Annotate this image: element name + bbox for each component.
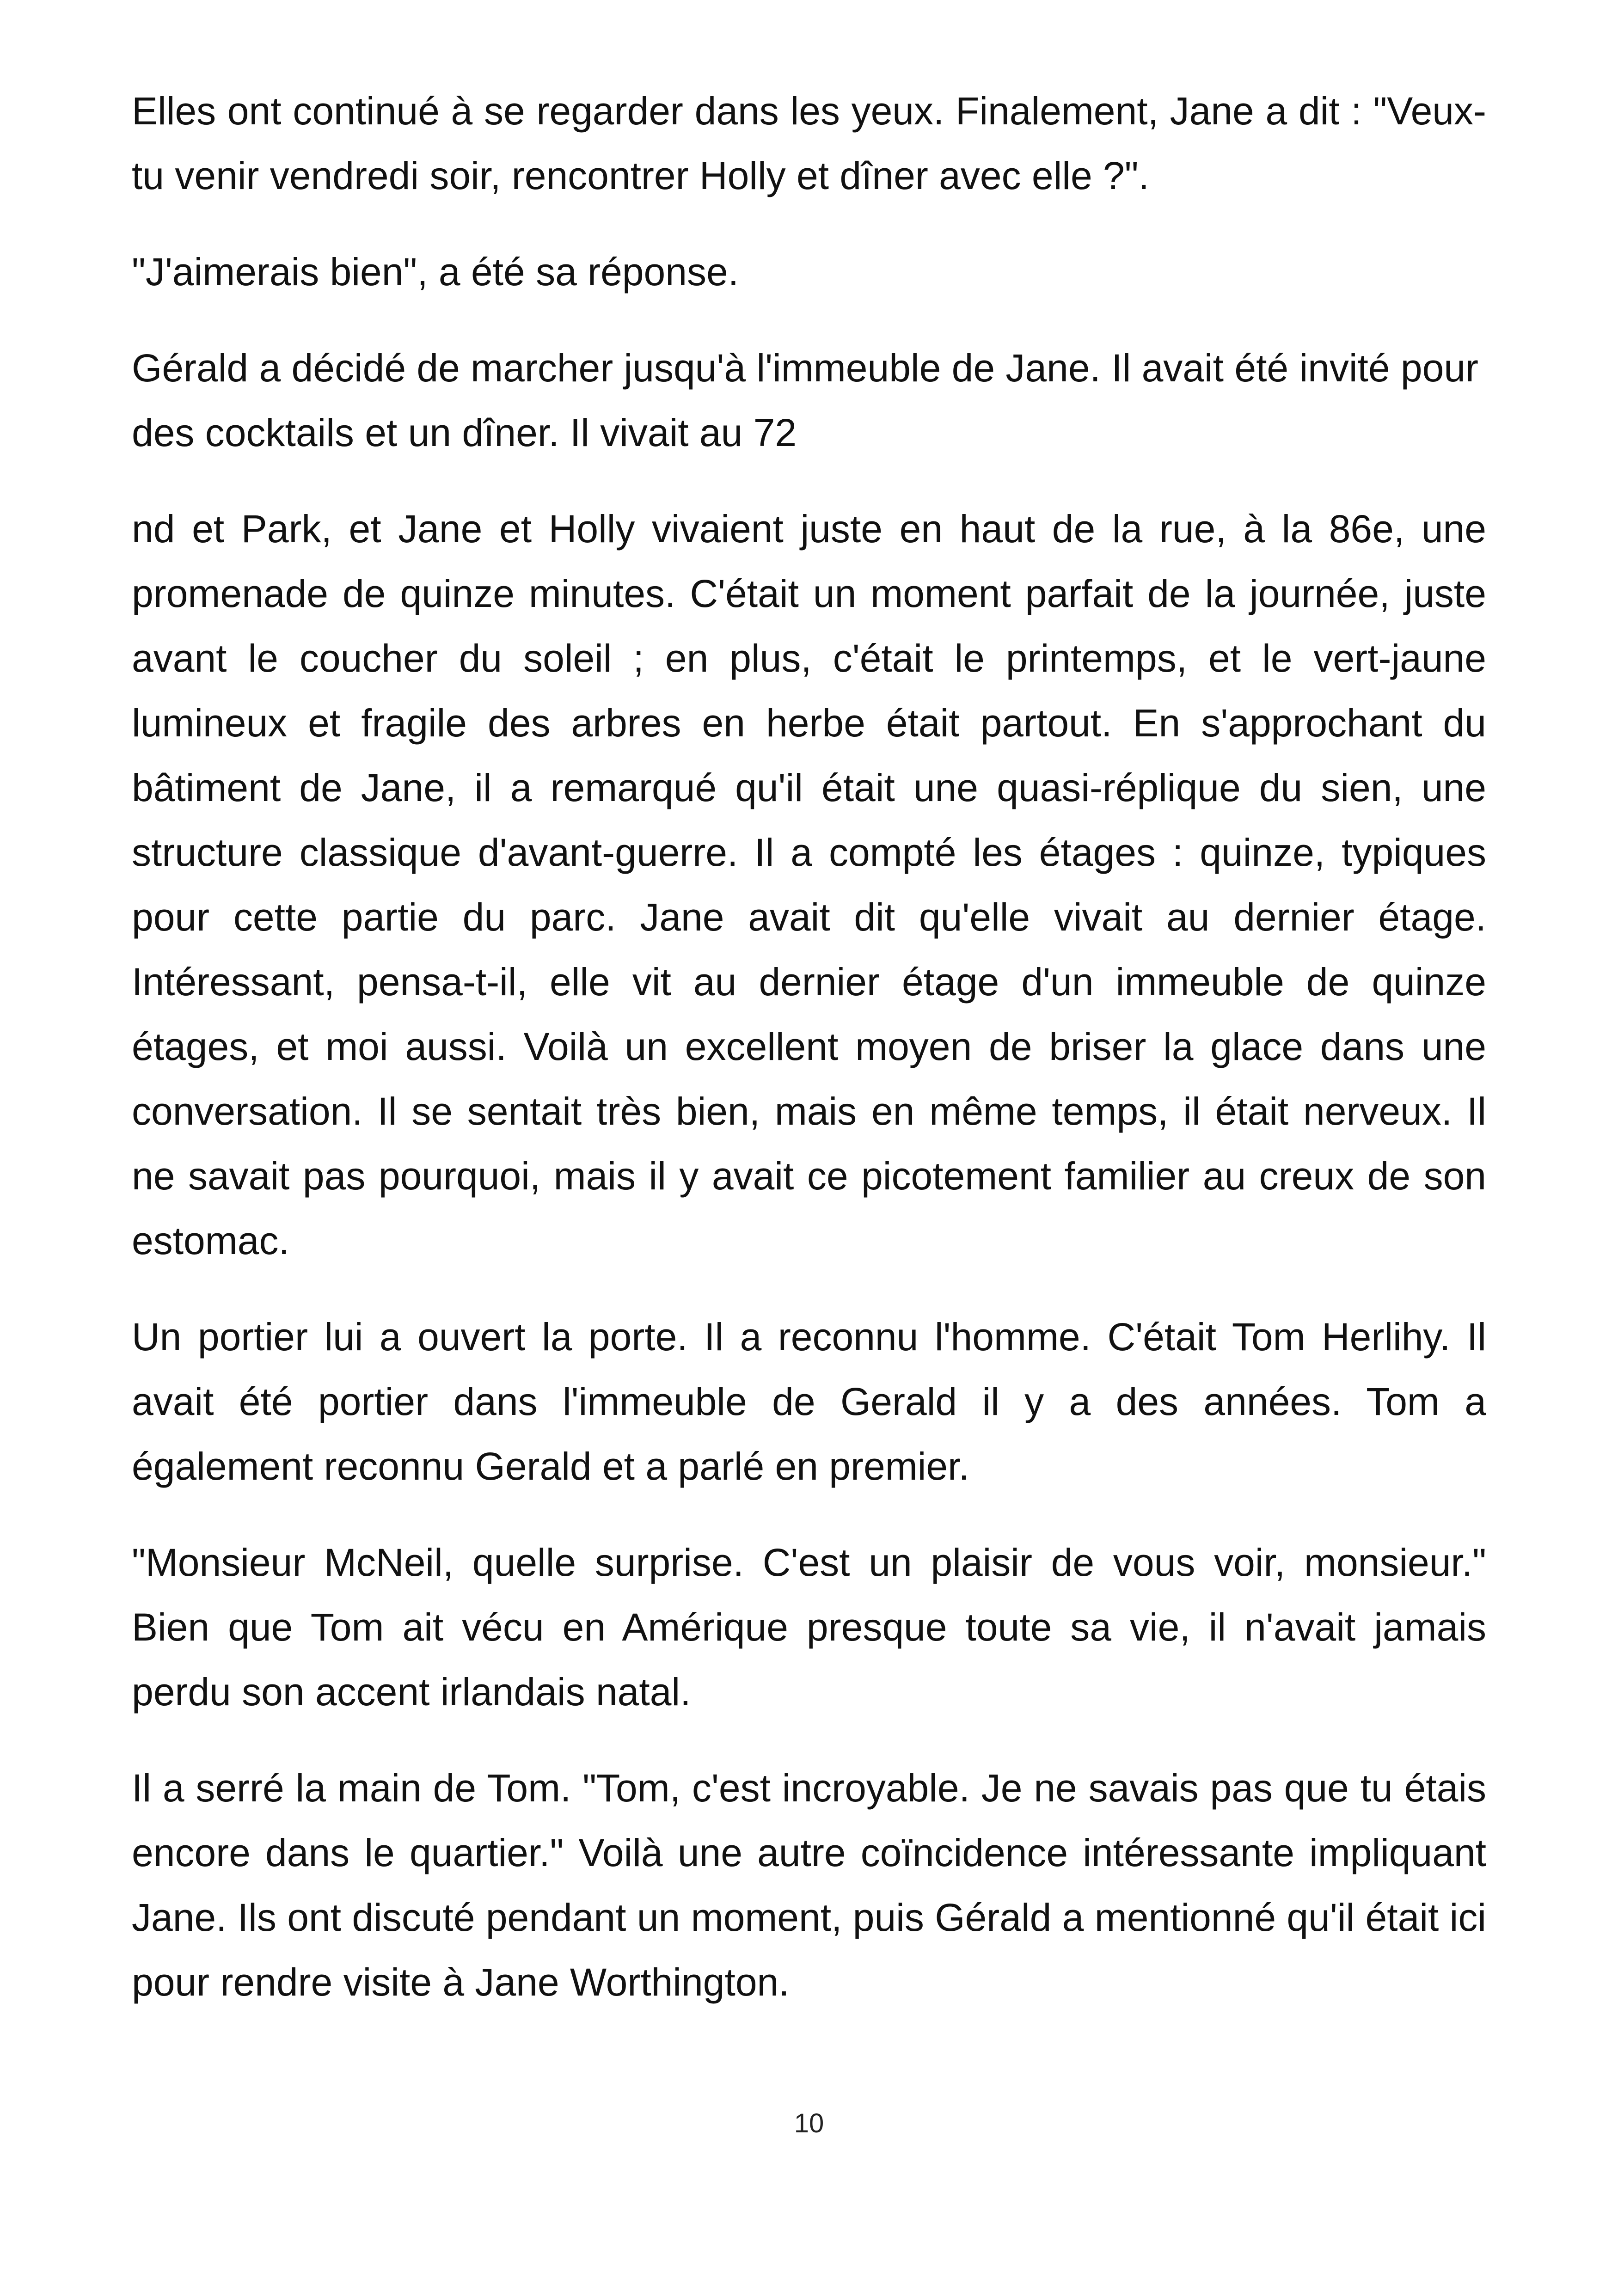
- paragraph-4: nd et Park, et Jane et Holly vivaient juste en haut de la rue, à la 86e, une promenade de quinze minutes. C'était un moment parfait de la journée, juste avant le coucher du soleil ; en plus, c'était le printemps, et le vert-jaune lumineux et fragile des arbres en herbe était partout. En s'approchant du bâtiment de Jane, il a remarqué qu'il était une quasi-réplique du sien, une structure classique d'avant-guerre. Il a compté les étages : quinze, typiques pour cette partie du parc. Jane avait dit qu'elle vivait au dernier étage. Intéressant, pensa-t-il, elle vit au dernier étage d'un immeuble de quinze étages, et moi aussi. Voilà un excellent moyen de briser la glace dans une conversation. Il se sentait très bien, mais en même temps, il était nerveux. Il ne savait pas pourquoi, mais il y avait ce picotement familier au creux de son estomac.: [132, 507, 1486, 1262]
- body-text: [132, 79, 1486, 2046]
- paragraph-1: Elles ont continué à se regarder dans les yeux. Finalement, Jane a dit : "Veux-tu venir vendredi soir, rencontrer Holly et dîner avec elle ?".: [132, 89, 1486, 197]
- paragraph-7: Il a serré la main de Tom. "Tom, c'est incroyable. Je ne savais pas que tu étais encore dans le quartier." Voilà une autre coïncidence intéressante impliquant Jane. Ils ont discuté pendant un moment, puis Gérald a mentionné qu'il était ici pour rendre visite à Jane Worthington.: [132, 1766, 1486, 2004]
- paragraph-6: "Monsieur McNeil, quelle surprise. C'est un plaisir de vous voir, monsieur." Bien que Tom ait vécu en Amérique presque toute sa vie, il n'avait jamais perdu son accent irlandais natal.: [132, 1541, 1486, 1714]
- page-number: 10: [794, 2108, 824, 2138]
- paragraph-5: Un portier lui a ouvert la porte. Il a reconnu l'homme. C'était Tom Herlihy. Il avait été portier dans l'immeuble de Gerald il y a des années. Tom a également reconnu Gerald et a parlé en premier.: [132, 1315, 1486, 1488]
- paragraph-2: "J'aimerais bien", a été sa réponse.: [132, 250, 739, 294]
- paragraph-3: Gérald a décidé de marcher jusqu'à l'immeuble de Jane. Il avait été invité pour des cocktails et un dîner. Il vivait au 72: [132, 346, 1479, 454]
